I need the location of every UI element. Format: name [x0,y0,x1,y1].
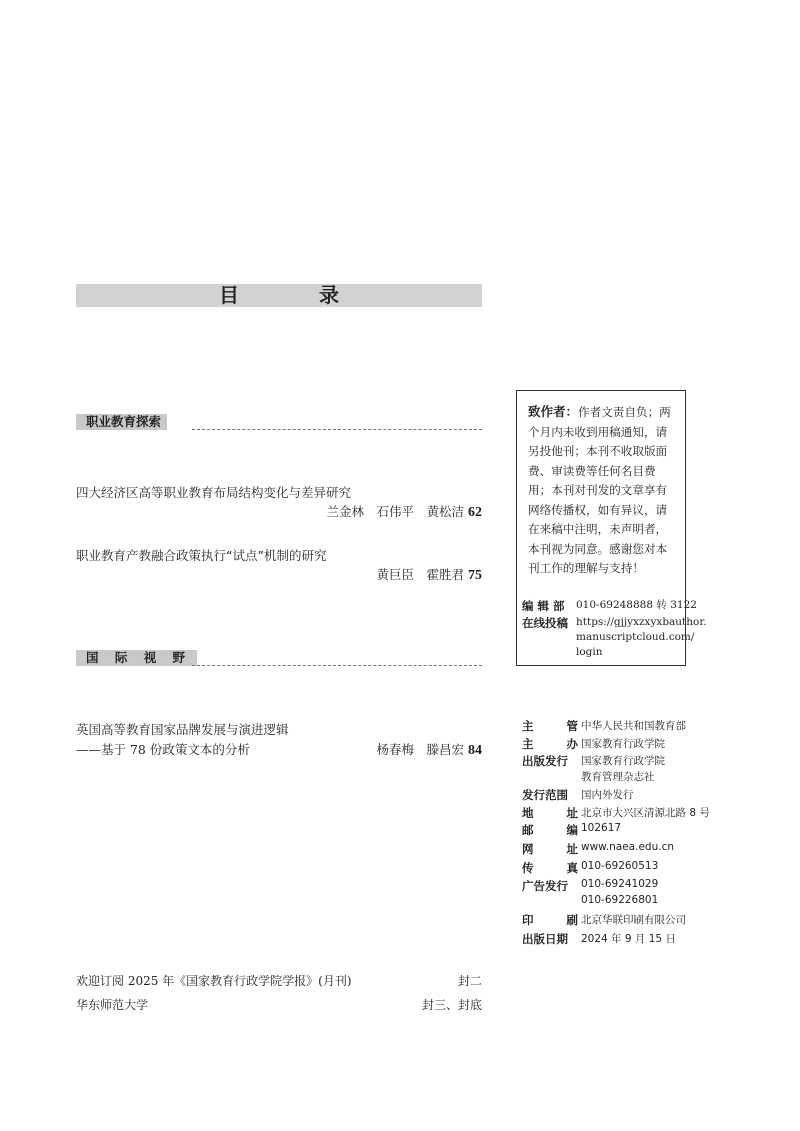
authors-text: 杨春梅 滕昌宏 [376,742,465,757]
info-value: 2024 年 9 月 15 日 [581,933,676,945]
section-divider [192,429,482,430]
editorial-phone: 010-69248888 转 3122 [576,599,697,611]
info-label: 邮 编 [522,823,578,837]
submit-url-2[interactable]: manuscriptcloud.com/ [576,631,695,643]
authors-text: 兰金林 石伟平 黄松洁 [326,504,465,519]
info-label: 传 真 [522,861,578,875]
contents-title: 目 录 [76,284,482,307]
editorial-label: 编 辑 部 [522,599,565,613]
article-authors [377,565,483,584]
info-label: 网 址 [522,842,578,856]
info-label: 主 办 [522,737,578,751]
authors-text: 黄巨臣 霍胜君 [376,567,465,582]
footer-item-subscribe: 欢迎订阅 2025 年《国家教育行政学院学报》(月刊) [76,974,352,988]
footer-item-page: 封二 [457,974,482,988]
info-value: 国内外发行 [581,789,634,801]
info-value: 国家教育行政学院 [581,755,665,767]
section-label-vocational: 职业教育探索 [76,414,167,430]
page-number: 62 [468,505,482,520]
footer-item-page: 封三、封底 [421,998,482,1012]
article-authors [377,740,483,759]
section-divider [192,665,482,666]
info-value: 北京华联印刷有限公司 [581,914,686,926]
article-subtitle: ——基于 78 份政策文本的分析 [76,742,250,757]
info-label: 地 址 [522,806,578,820]
info-value: 教育管理杂志社 [581,771,655,783]
info-label: 出版发行 [522,754,568,768]
footer-item-ecnu: 华东师范大学 [76,998,149,1012]
info-label: 广告发行 [522,879,568,893]
page-number: 75 [468,568,482,583]
info-label: 印 刷 [522,913,578,927]
info-label: 主 管 [522,719,578,733]
info-value: 102617 [581,822,622,834]
author-notice [528,402,678,579]
info-label: 出版日期 [522,932,568,946]
info-value: 010-69241029 [581,878,659,890]
article-title[interactable]: 职业教育产教融合政策执行“试点”机制的研究 [76,548,327,563]
info-value: www.naea.edu.cn [581,841,675,853]
page-number: 84 [468,743,482,758]
section-label-international: 国 际 视 野 [76,650,197,666]
notice-text: 作者文责自负；两个月内未收到用稿通知，请另投他刊；本刊不收取版面费、审读费等任何名目费用；本刊对刊发的文章享有网络传播权，如有异议，请在来稿中注明，未声明者，本刊视为同意。感谢您对本刊工作的理解与支持！ [528,405,671,575]
article-title[interactable]: 四大经济区高等职业教育布局结构变化与差异研究 [76,485,352,500]
info-value: 北京市大兴区清源北路 8 号 [581,807,710,819]
notice-lead: 致作者： [528,404,579,419]
info-value: 010-69226801 [581,894,659,906]
submit-label: 在线投稿 [522,616,568,630]
article-authors [327,502,483,521]
info-value: 中华人民共和国教育部 [581,720,686,732]
submit-url-1[interactable]: https://gjjyxzxyxbauthor. [576,616,707,628]
info-value: 国家教育行政学院 [581,738,665,750]
submit-url-3[interactable]: login [576,646,603,658]
info-label: 发行范围 [522,788,568,802]
article-title[interactable]: 英国高等教育国家品牌发展与演进逻辑 [76,722,289,737]
info-value: 010-69260513 [581,860,659,872]
